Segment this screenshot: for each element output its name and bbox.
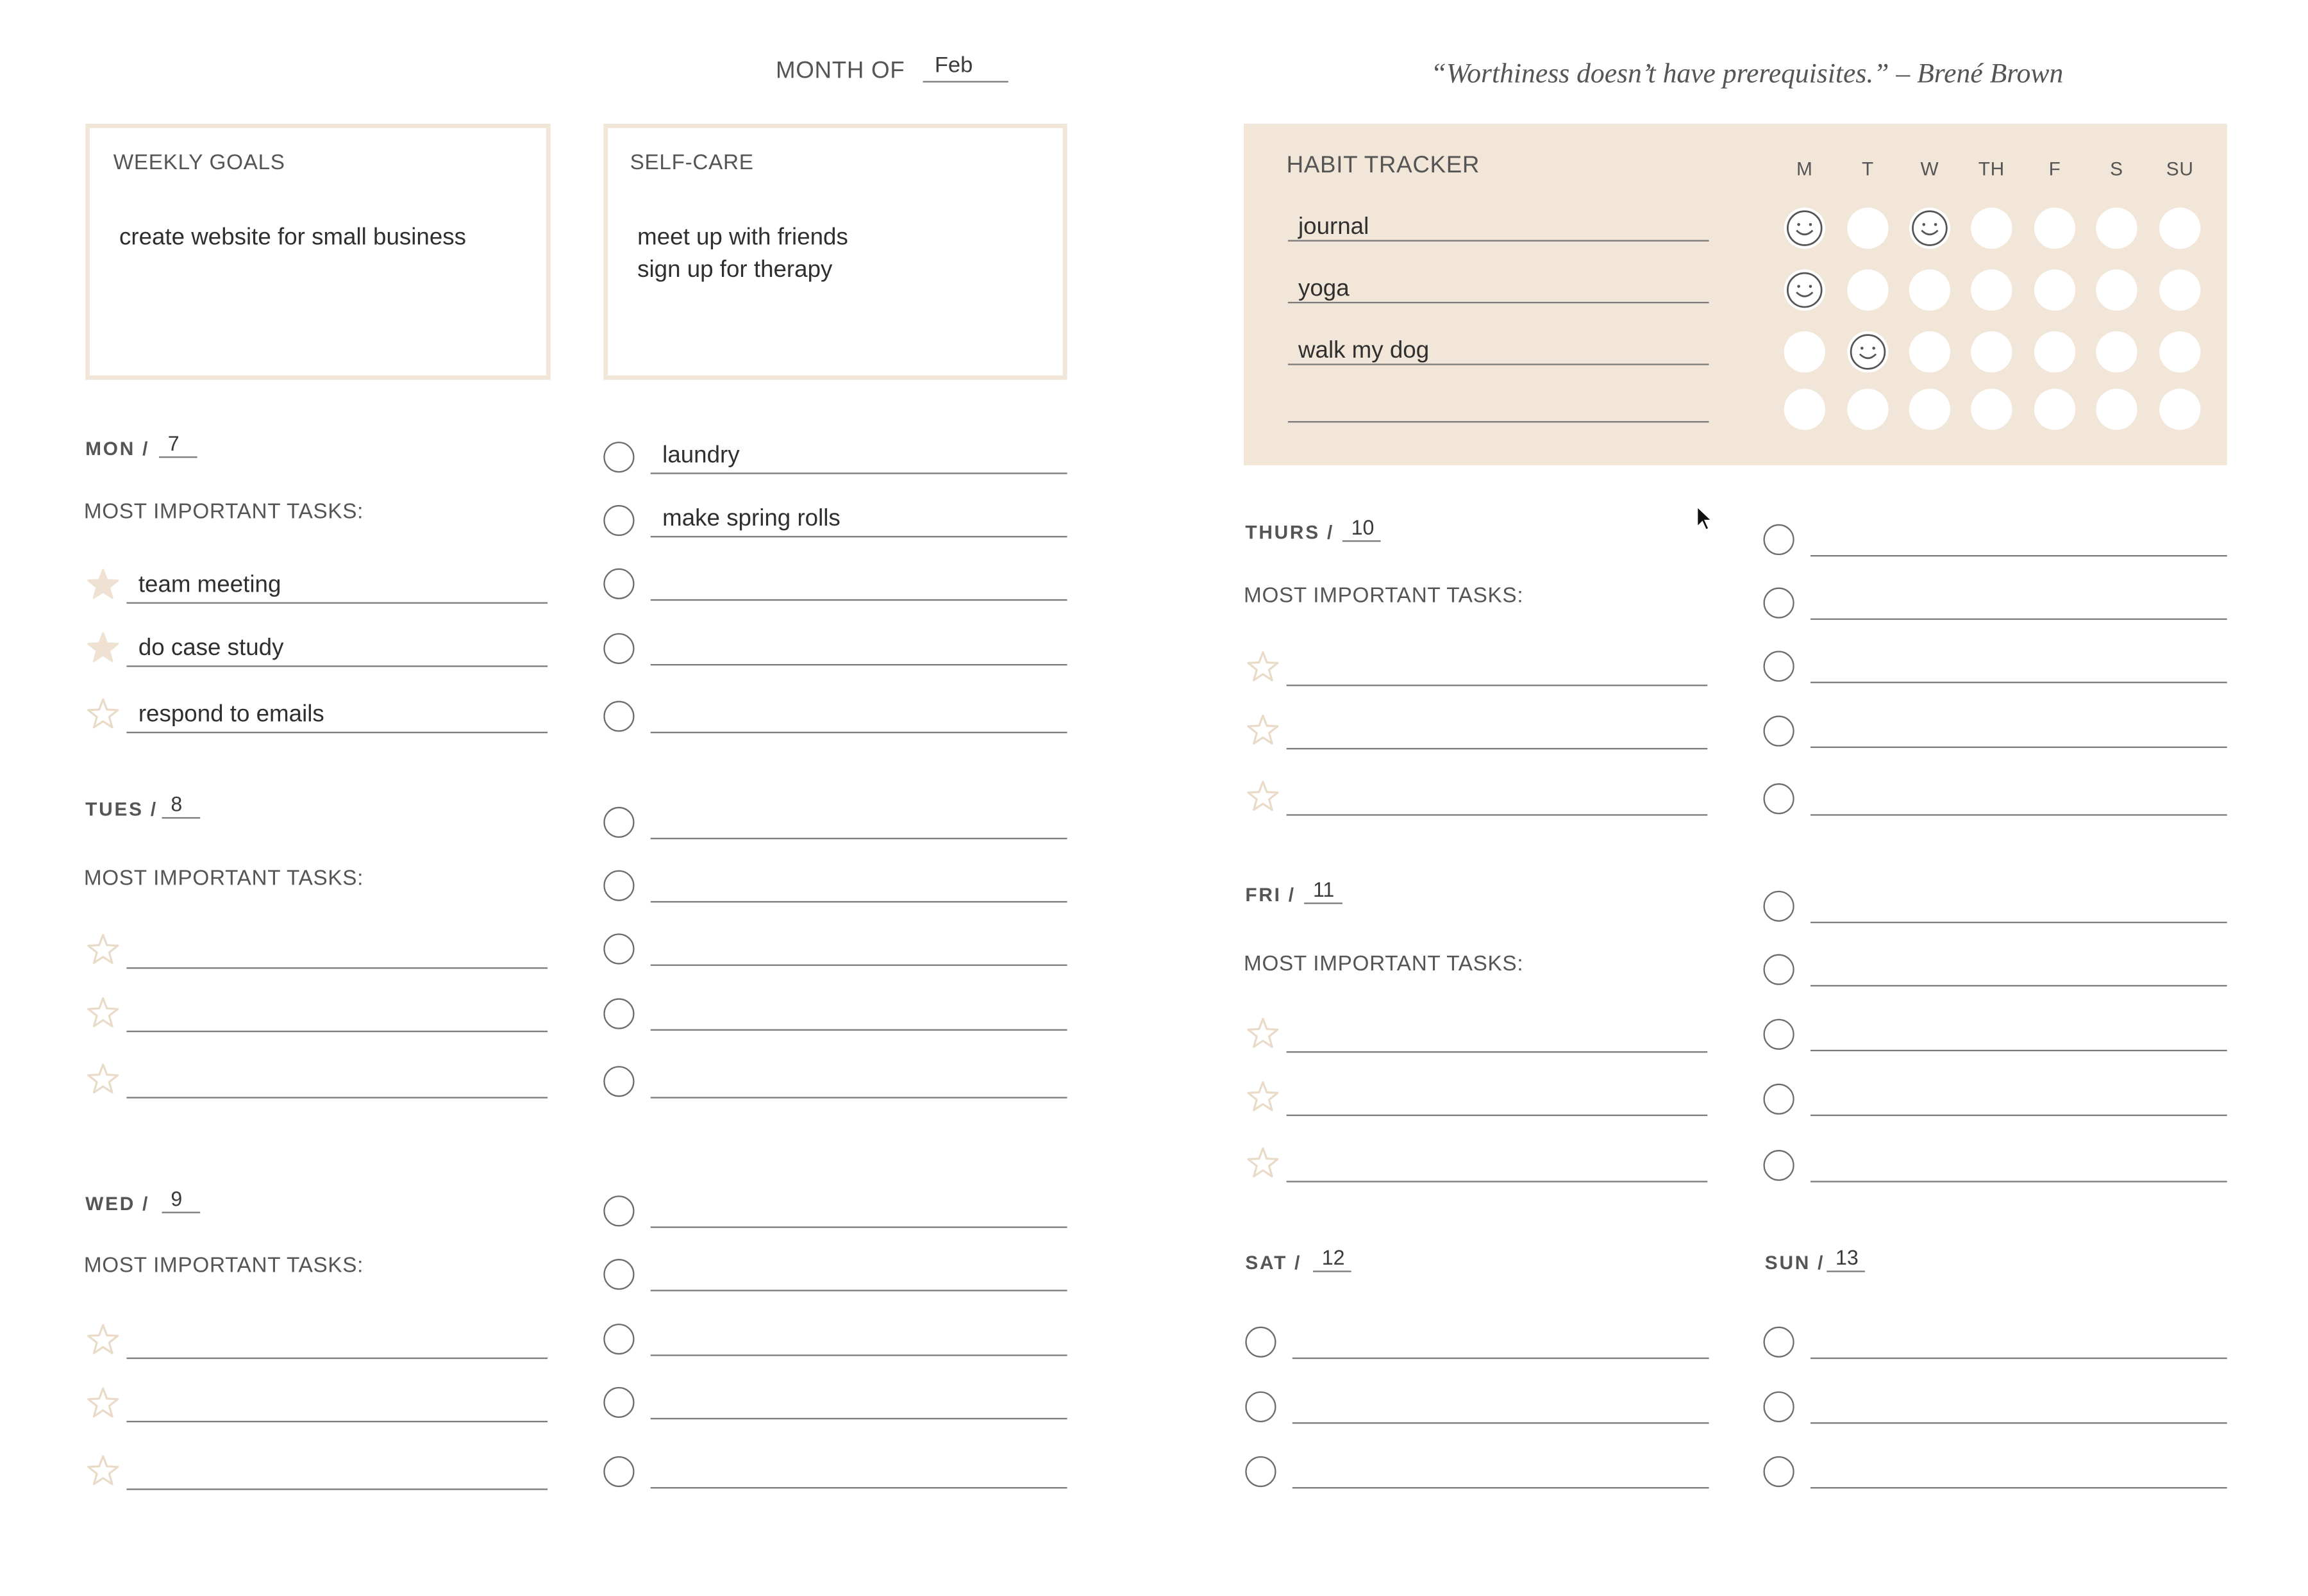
date-underline (1827, 1270, 1865, 1272)
todo-checkbox[interactable] (603, 1324, 634, 1354)
todo-checkbox[interactable] (1763, 1150, 1794, 1181)
todo-checkbox[interactable] (1763, 715, 1794, 746)
habit-tracker (1244, 124, 2227, 465)
habit-check-dot[interactable] (2034, 331, 2075, 372)
star-outline-icon[interactable] (1245, 1145, 1280, 1181)
self-care-item[interactable]: meet up with friends (637, 225, 848, 251)
todo-underline (651, 732, 1067, 733)
weekly-goal-item[interactable]: create website for small business (119, 225, 467, 251)
most-important-tasks-label: MOST IMPORTANT TASKS: (83, 1254, 364, 1278)
day-label-fri: FRI / (1245, 883, 1296, 906)
habit-day-header: S (2110, 157, 2123, 180)
habit-day-header: F (2048, 157, 2061, 180)
habit-day-header: T (1862, 157, 1874, 180)
habit-check-dot[interactable] (2034, 388, 2075, 429)
task-text[interactable]: do case study (138, 636, 284, 661)
date-underline (1304, 902, 1342, 904)
todo-checkbox[interactable] (1763, 588, 1794, 619)
day-date-mon[interactable]: 7 (167, 431, 180, 455)
todo-checkbox[interactable] (603, 569, 634, 599)
todo-checkbox[interactable] (603, 442, 634, 472)
todo-underline (651, 838, 1067, 839)
month-underline (923, 81, 1008, 82)
todo-checkbox[interactable] (603, 633, 634, 664)
habit-check-dot[interactable] (1847, 208, 1888, 249)
todo-underline (651, 472, 1067, 474)
self-care-item[interactable]: sign up for therapy (637, 257, 833, 283)
todo-underline (651, 1354, 1067, 1356)
todo-underline (651, 901, 1067, 902)
month-label: MONTH OF (775, 58, 905, 84)
todo-underline (651, 1290, 1067, 1291)
todo-checkbox[interactable] (1763, 783, 1794, 814)
habit-check-dot[interactable] (1971, 269, 2012, 310)
todo-underline (1810, 985, 2227, 986)
habit-check-dot[interactable] (1847, 269, 1888, 310)
most-important-tasks-label: MOST IMPORTANT TASKS: (1244, 952, 1524, 976)
habit-check-dot[interactable] (1847, 388, 1888, 429)
habit-name[interactable]: walk my dog (1298, 338, 1430, 364)
habit-check-dot[interactable] (2034, 208, 2075, 249)
todo-checkbox[interactable] (603, 1456, 634, 1487)
habit-day-header: SU (2166, 157, 2194, 180)
habit-underline (1288, 363, 1709, 365)
star-outline-icon[interactable] (1245, 1016, 1280, 1051)
task-underline (126, 1097, 548, 1098)
task-underline (1287, 685, 1708, 686)
todo-underline (1810, 747, 2227, 748)
habit-check-dot[interactable] (1909, 388, 1950, 429)
todo-underline (1292, 1358, 1709, 1359)
todo-checkbox[interactable] (603, 870, 634, 901)
day-date-thurs[interactable]: 10 (1351, 515, 1375, 539)
self-care-box[interactable] (603, 124, 1067, 380)
mouse-cursor-icon (1696, 505, 1716, 535)
todo-underline (651, 965, 1067, 966)
todo-underline (1810, 619, 2227, 620)
todo-underline (1810, 682, 2227, 683)
star-outline-icon[interactable] (85, 932, 121, 967)
day-date-tues[interactable]: 8 (171, 792, 183, 816)
todo-checkbox[interactable] (603, 1259, 634, 1290)
most-important-tasks-label: MOST IMPORTANT TASKS: (83, 501, 364, 524)
task-underline (126, 1421, 548, 1422)
todo-checkbox[interactable] (1245, 1327, 1276, 1358)
todo-checkbox[interactable] (603, 1195, 634, 1226)
task-text[interactable]: team meeting (138, 572, 281, 598)
todo-checkbox[interactable] (1763, 524, 1794, 555)
date-underline (1313, 1270, 1351, 1272)
habit-check-dot[interactable] (2096, 208, 2137, 249)
star-outline-icon[interactable] (85, 1386, 121, 1421)
task-underline (126, 967, 548, 968)
todo-underline (1810, 922, 2227, 923)
day-label-sun: SUN / (1764, 1251, 1825, 1274)
todo-checkbox[interactable] (603, 505, 634, 536)
habit-check-dot[interactable] (2034, 269, 2075, 310)
todo-underline (1810, 1181, 2227, 1182)
star-outline-icon[interactable] (1245, 779, 1280, 814)
task-underline (126, 603, 548, 604)
task-underline (1287, 1181, 1708, 1182)
habit-day-header: TH (1978, 157, 2005, 180)
star-outline-icon[interactable] (85, 1061, 121, 1097)
weekly-goals-box[interactable] (85, 124, 551, 380)
todo-checkbox[interactable] (1763, 1327, 1794, 1358)
habit-check-smiley-icon[interactable] (1909, 208, 1950, 249)
habit-underline (1288, 421, 1709, 422)
todo-underline (651, 1487, 1067, 1488)
task-underline (1287, 1051, 1708, 1052)
day-date-wed[interactable]: 9 (171, 1186, 183, 1211)
star-outline-icon[interactable] (1245, 713, 1280, 748)
todo-checkbox[interactable] (1763, 1019, 1794, 1050)
star-outline-icon[interactable] (1245, 649, 1280, 685)
task-underline (1287, 814, 1708, 815)
day-label-sat: SAT / (1245, 1251, 1302, 1274)
most-important-tasks-label: MOST IMPORTANT TASKS: (83, 867, 364, 891)
todo-checkbox[interactable] (1763, 1392, 1794, 1422)
habit-underline (1288, 240, 1709, 241)
habit-tracker-title: HABIT TRACKER (1286, 153, 1480, 178)
todo-text[interactable]: laundry (662, 443, 740, 469)
star-outline-icon[interactable] (85, 697, 121, 732)
habit-check-dot[interactable] (1971, 208, 2012, 249)
todo-underline (651, 1097, 1067, 1098)
habit-check-smiley-icon[interactable] (1784, 208, 1825, 249)
todo-underline (1810, 814, 2227, 815)
todo-checkbox[interactable] (1763, 954, 1794, 985)
habit-name[interactable]: yoga (1298, 276, 1350, 302)
day-date-sat[interactable]: 12 (1321, 1245, 1345, 1270)
todo-underline (651, 599, 1067, 601)
todo-underline (1810, 1050, 2227, 1051)
habit-name[interactable]: journal (1298, 215, 1369, 240)
day-label-thurs: THURS / (1245, 521, 1335, 544)
habit-check-dot[interactable] (2096, 269, 2137, 310)
star-outline-icon[interactable] (85, 995, 121, 1031)
todo-text[interactable]: make spring rolls (662, 506, 840, 532)
star-outline-icon[interactable] (1245, 1079, 1280, 1115)
todo-checkbox[interactable] (603, 998, 634, 1029)
todo-underline (651, 1029, 1067, 1031)
star-outline-icon[interactable] (85, 1453, 121, 1488)
habit-check-dot[interactable] (1909, 331, 1950, 372)
todo-underline (651, 536, 1067, 537)
todo-checkbox[interactable] (1763, 1084, 1794, 1115)
todo-underline (1810, 1115, 2227, 1116)
habit-check-dot[interactable] (1784, 388, 1825, 429)
date-underline (162, 817, 201, 819)
todo-underline (1810, 1358, 2227, 1359)
task-underline (1287, 748, 1708, 749)
habit-check-dot[interactable] (2159, 331, 2200, 372)
todo-underline (1810, 555, 2227, 556)
most-important-tasks-label: MOST IMPORTANT TASKS: (1244, 584, 1524, 608)
day-label-wed: WED / (85, 1192, 150, 1215)
star-outline-icon[interactable] (85, 1322, 121, 1358)
todo-checkbox[interactable] (1763, 891, 1794, 922)
habit-check-dot[interactable] (2096, 331, 2137, 372)
habit-check-dot[interactable] (1971, 388, 2012, 429)
self-care-title: SELF-CARE (630, 151, 754, 176)
todo-underline (651, 664, 1067, 665)
quote: “Worthiness doesn’t have prerequisites.” – Brené Brown (1430, 58, 2064, 90)
todo-checkbox[interactable] (1763, 1456, 1794, 1487)
task-text[interactable]: respond to emails (138, 702, 324, 727)
todo-underline (651, 1418, 1067, 1419)
todo-underline (1810, 1422, 2227, 1424)
task-underline (1287, 1115, 1708, 1116)
month-value[interactable]: Feb (934, 53, 973, 78)
todo-checkbox[interactable] (603, 933, 634, 964)
habit-check-dot[interactable] (1971, 331, 2012, 372)
todo-checkbox[interactable] (603, 1066, 634, 1097)
todo-underline (1292, 1422, 1709, 1424)
habit-underline (1288, 302, 1709, 303)
habit-check-dot[interactable] (2096, 388, 2137, 429)
todo-underline (1810, 1487, 2227, 1488)
task-underline (126, 1358, 548, 1359)
habit-check-smiley-icon[interactable] (1784, 269, 1825, 310)
day-label-mon: MON / (85, 437, 150, 460)
todo-checkbox[interactable] (1763, 651, 1794, 681)
day-date-sun[interactable]: 13 (1835, 1245, 1859, 1270)
task-underline (126, 1031, 548, 1032)
todo-checkbox[interactable] (1245, 1392, 1276, 1422)
todo-checkbox[interactable] (603, 807, 634, 838)
day-label-tues: TUES / (85, 798, 158, 820)
habit-check-dot[interactable] (1909, 269, 1950, 310)
habit-day-header: W (1920, 157, 1939, 180)
task-underline (126, 1488, 548, 1490)
todo-underline (651, 1226, 1067, 1227)
day-date-fri[interactable]: 11 (1312, 877, 1335, 901)
weekly-goals-title: WEEKLY GOALS (113, 151, 285, 176)
date-underline (159, 456, 197, 458)
todo-checkbox[interactable] (603, 701, 634, 731)
habit-check-dot[interactable] (2159, 388, 2200, 429)
habit-check-smiley-icon[interactable] (1847, 331, 1888, 372)
star-filled-icon[interactable] (85, 630, 121, 665)
task-underline (126, 665, 548, 667)
todo-checkbox[interactable] (603, 1387, 634, 1418)
star-filled-icon[interactable] (85, 567, 121, 602)
date-underline (162, 1212, 201, 1213)
todo-underline (1292, 1487, 1709, 1488)
task-underline (126, 732, 548, 733)
todo-checkbox[interactable] (1245, 1456, 1276, 1487)
date-underline (1342, 540, 1381, 542)
habit-check-dot[interactable] (1784, 331, 1825, 372)
habit-day-header: M (1796, 157, 1813, 180)
habit-check-dot[interactable] (2159, 269, 2200, 310)
habit-check-dot[interactable] (2159, 208, 2200, 249)
